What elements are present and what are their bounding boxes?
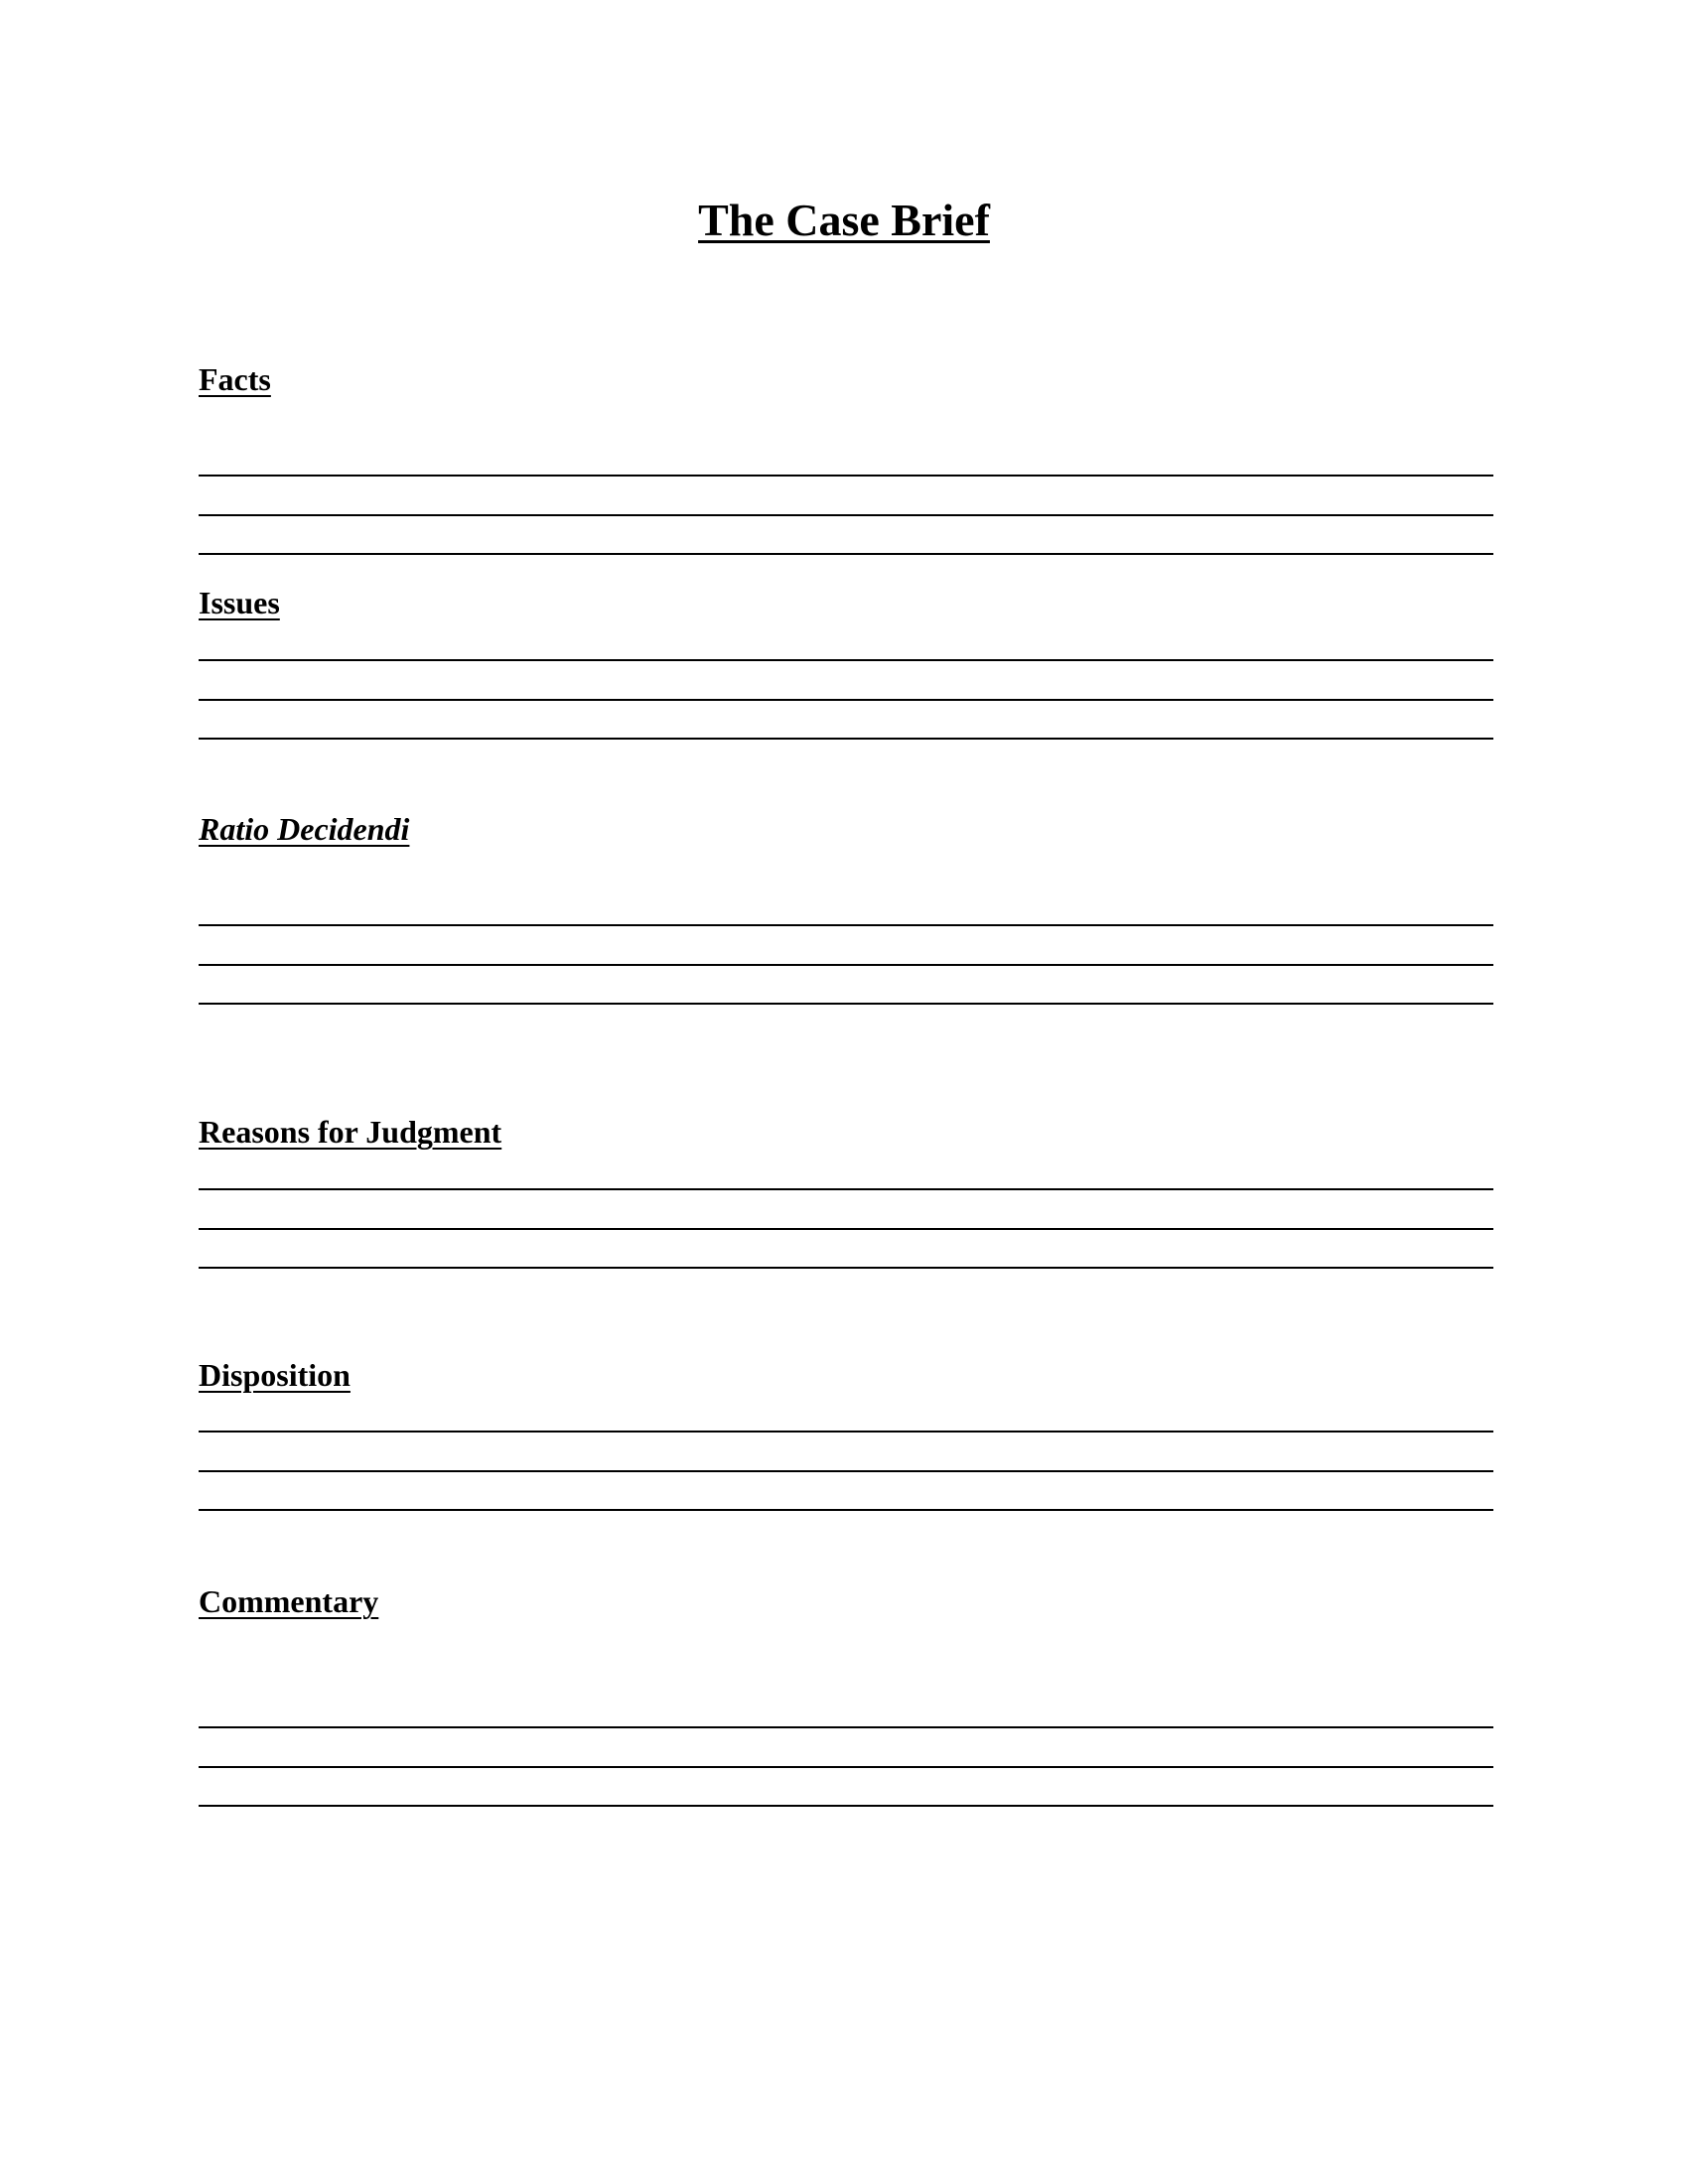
blank-line[interactable] <box>199 1188 1493 1190</box>
blank-line[interactable] <box>199 699 1493 701</box>
blank-line[interactable] <box>199 475 1493 477</box>
blank-line[interactable] <box>199 1805 1493 1807</box>
section-heading-commentary: Commentary <box>199 1583 379 1619</box>
section-heading-ratio-decidendi: Ratio Decidendi <box>199 811 410 847</box>
blank-line[interactable] <box>199 553 1493 555</box>
blank-line[interactable] <box>199 1470 1493 1472</box>
blank-line[interactable] <box>199 1228 1493 1230</box>
section-heading-disposition: Disposition <box>199 1357 351 1393</box>
section-heading-facts: Facts <box>199 361 271 397</box>
page-title-text: The Case Brief <box>698 195 990 245</box>
page-title <box>0 191 1688 250</box>
blank-line[interactable] <box>199 1431 1493 1433</box>
section-heading-issues: Issues <box>199 585 280 620</box>
blank-line[interactable] <box>199 1267 1493 1269</box>
blank-line[interactable] <box>199 964 1493 966</box>
blank-line[interactable] <box>199 1509 1493 1511</box>
blank-line[interactable] <box>199 1726 1493 1728</box>
blank-line[interactable] <box>199 659 1493 661</box>
blank-line[interactable] <box>199 514 1493 516</box>
blank-line[interactable] <box>199 1766 1493 1768</box>
blank-line[interactable] <box>199 738 1493 740</box>
blank-line[interactable] <box>199 1003 1493 1005</box>
blank-line[interactable] <box>199 924 1493 926</box>
section-heading-reasons-for-judgment: Reasons for Judgment <box>199 1114 502 1150</box>
